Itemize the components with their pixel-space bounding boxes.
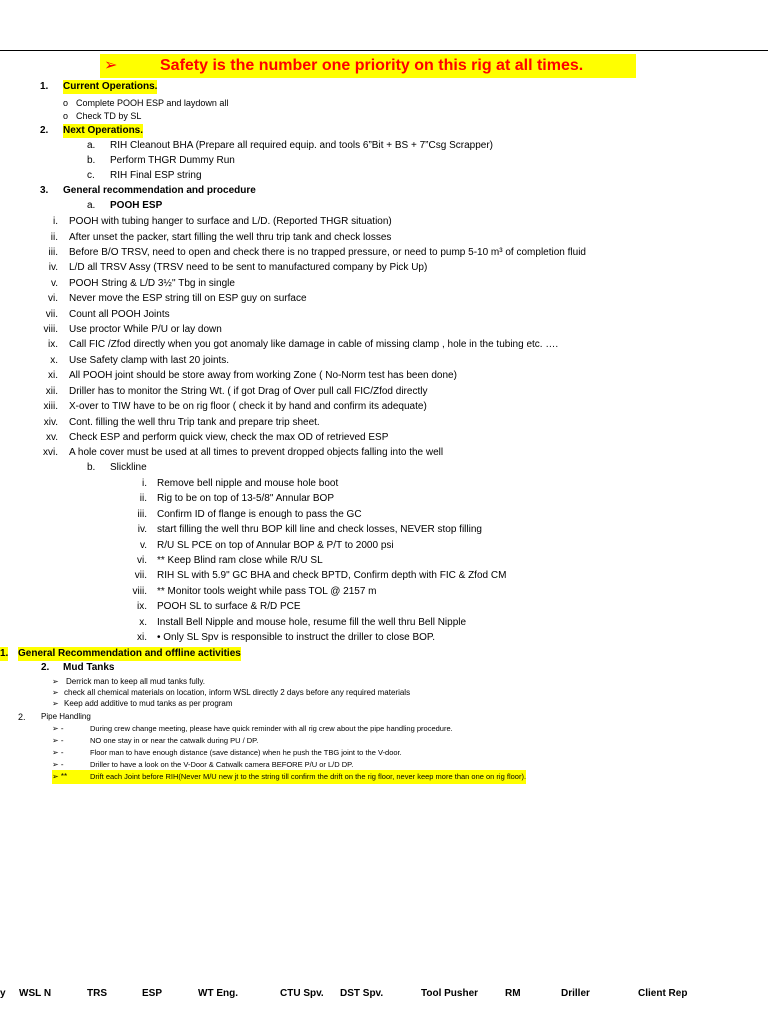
- list-item: Use Safety clamp with last 20 joints.: [69, 355, 230, 366]
- sub-section-title-slickline: Slickline: [110, 462, 147, 473]
- list-item: Confirm ID of flange is enough to pass the GC: [157, 509, 362, 520]
- list-number: ix.: [48, 339, 58, 350]
- section-number: 2.: [40, 125, 49, 136]
- signature-label: TRS: [87, 988, 107, 999]
- list-item: A hole cover must be used at all times to prevent dropped objects falling into the well: [69, 447, 444, 458]
- arrow-bullet-icon: ➢: [52, 699, 59, 708]
- list-item: Count all POOH Joints: [69, 309, 170, 320]
- sub-section-title-mud-tanks: Mud Tanks: [63, 662, 115, 673]
- list-item: Check TD by SL: [76, 111, 142, 121]
- arrow-bullet-icon: ➢: [52, 677, 59, 686]
- list-item: All POOH joint should be store away from working Zone ( No-Norm test has been done): [69, 370, 457, 381]
- list-number: viii.: [43, 324, 58, 335]
- sub-section-number: 2.: [18, 712, 26, 722]
- arrow-bullet-icon: ➢ **: [52, 770, 90, 784]
- signature-label: CTU Spv.: [280, 988, 324, 999]
- list-bullet: o: [63, 98, 69, 108]
- safety-banner: [100, 54, 636, 78]
- list-number: i.: [53, 216, 58, 227]
- list-number: xvi.: [43, 447, 58, 458]
- list-item: Complete POOH ESP and laydown all: [76, 98, 229, 108]
- list-number: xii.: [45, 386, 58, 397]
- list-number: x.: [50, 355, 58, 366]
- signature-label: DST Spv.: [340, 988, 384, 999]
- list-item: Floor man to have enough distance (save distance) when he push the TBG joint to the V-door.: [90, 748, 402, 757]
- list-number: ii.: [50, 232, 58, 243]
- list-number: ii.: [139, 493, 147, 504]
- arrow-bullet-icon: ➢ -: [52, 748, 64, 757]
- signature-label: Driller: [561, 988, 590, 999]
- list-item: RIH Cleanout BHA (Prepare all required equip. and tools 6”Bit + BS + 7”Csg Scrapper): [110, 140, 493, 151]
- signature-label: Tool Pusher: [421, 988, 479, 999]
- list-item: • Only SL Spv is responsible to instruct the driller to close BOP.: [157, 632, 436, 643]
- list-item: During crew change meeting, please have quick reminder with all rig crew about the pipe handling procedure.: [90, 724, 453, 733]
- list-number: xi.: [48, 370, 58, 381]
- list-item: start filling the well thru BOP kill line and check losses, NEVER stop filling: [157, 524, 482, 535]
- list-number: xiv.: [43, 417, 58, 428]
- list-item: RIH Final ESP string: [110, 170, 202, 181]
- list-item: check all chemical materials on location, inform WSL directly 2 days before any required materials: [64, 688, 411, 697]
- list-item-highlighted: Drift each Joint before RIH(Never M/U new jt to the string till confirm the drift on the rig floor, never keep more than one on rig floor).: [90, 770, 526, 784]
- sub-section-number: a.: [87, 200, 96, 211]
- list-number: vii.: [134, 570, 147, 581]
- list-item: ** Keep Blind ram close while R/U SL: [157, 555, 323, 566]
- list-item: X-over to TIW have to be on rig floor ( check it by hand and confirm its adequate): [69, 401, 427, 412]
- list-item: Use proctor While P/U or lay down: [69, 324, 222, 335]
- list-bullet: o: [63, 111, 69, 121]
- signature-label: WT Eng.: [198, 988, 238, 999]
- list-item: Perform THGR Dummy Run: [110, 155, 235, 166]
- section-number: 1.: [40, 81, 49, 92]
- top-rule: [0, 50, 768, 51]
- sub-section-number: b.: [87, 462, 96, 473]
- arrow-bullet-icon: ➢ -: [52, 736, 64, 745]
- list-number: v.: [139, 540, 147, 551]
- list-number: v.: [50, 278, 58, 289]
- list-number: iv.: [137, 524, 147, 535]
- list-number: viii.: [132, 586, 147, 597]
- signature-label: WSL N: [19, 988, 52, 999]
- list-number: a.: [87, 140, 96, 151]
- list-number: iii.: [48, 247, 58, 258]
- arrow-bullet-icon: ➢ -: [52, 724, 64, 733]
- section-title-general-recommendation: General recommendation and procedure: [63, 185, 256, 196]
- list-number: vi.: [137, 555, 147, 566]
- list-item: Never move the ESP string till on ESP guy on surface: [69, 293, 307, 304]
- sub-section-number: 2.: [41, 662, 50, 673]
- list-item: POOH with tubing hanger to surface and L/D. (Reported THGR situation): [69, 216, 392, 227]
- list-number: x.: [139, 617, 147, 628]
- list-number: xiii.: [43, 401, 58, 412]
- list-item: R/U SL PCE on top of Annular BOP & P/T to 2000 psi: [157, 540, 394, 551]
- arrow-bullet-icon: ➢ -: [52, 760, 64, 769]
- list-item: ** Monitor tools weight while pass TOL @ 2157 m: [157, 586, 377, 597]
- list-number: vi.: [48, 293, 58, 304]
- list-number: c.: [87, 170, 95, 181]
- signature-label: ESP: [142, 988, 163, 999]
- list-number: i.: [142, 478, 147, 489]
- list-item: Install Bell Nipple and mouse hole, resume fill the well thru Bell Nipple: [157, 617, 467, 628]
- list-item: Driller to have a look on the V-Door & Catwalk camera BEFORE P/U or L/D DP.: [90, 760, 354, 769]
- list-item: Call FIC /Zfod directly when you got anomaly like damage in cable of missing clamp , hole in the tubing etc. ….: [69, 339, 559, 350]
- list-item: POOH SL to surface & R/D PCE: [157, 601, 301, 612]
- list-item: Remove bell nipple and mouse hole boot: [157, 478, 339, 489]
- section-number: 3.: [40, 185, 49, 196]
- list-number: iv.: [48, 262, 58, 273]
- list-item: Before B/O TRSV, need to open and check there is no trapped pressure, or need to pump 5-10 m³ of completion fluid: [69, 247, 586, 258]
- list-number: ix.: [137, 601, 147, 612]
- list-item: NO one stay in or near the catwalk during PU / DP.: [90, 736, 259, 745]
- sub-section-title-pipe-handling: Pipe Handling: [41, 712, 91, 721]
- section-title-next-operations: Next Operations.: [63, 125, 144, 136]
- signature-label: RM: [505, 988, 521, 999]
- section-number: 1.: [0, 648, 9, 659]
- list-number: xv.: [45, 432, 58, 443]
- list-item: Driller has to monitor the String Wt. ( if got Drag of Over pull call FIC/Zfod directly: [69, 386, 428, 397]
- signature-label: y: [0, 988, 6, 999]
- arrow-bullet-icon: ➢: [104, 57, 118, 74]
- section-title-current-operations: Current Operations.: [63, 81, 158, 92]
- list-item: Keep add additive to mud tanks as per program: [64, 699, 233, 708]
- list-item: After unset the packer, start filling the well thru trip tank and check losses: [69, 232, 392, 243]
- list-item: L/D all TRSV Assy (TRSV need to be sent to manufactured company by Pick Up): [69, 262, 428, 273]
- list-item: Cont. filling the well thru Trip tank and prepare trip sheet.: [69, 417, 320, 428]
- list-item: POOH String & L/D 3½'' Tbg in single: [69, 278, 235, 289]
- signature-label: Client Rep: [638, 988, 688, 999]
- list-item: Check ESP and perform quick view, check the max OD of retrieved ESP: [69, 432, 389, 443]
- list-number: iii.: [137, 509, 147, 520]
- list-number: xi.: [137, 632, 147, 643]
- section-title-offline-activities: General Recommendation and offline activities: [18, 648, 241, 659]
- safety-banner-text: Safety is the number one priority on this rig at all times.: [160, 57, 584, 74]
- list-number: vii.: [45, 309, 58, 320]
- arrow-bullet-icon: ➢: [52, 688, 59, 697]
- list-item: Rig to be on top of 13-5/8" Annular BOP: [157, 493, 334, 504]
- list-item: Derrick man to keep all mud tanks fully.: [66, 677, 206, 686]
- list-number: b.: [87, 155, 96, 166]
- sub-section-title-pooh-esp: POOH ESP: [110, 200, 163, 211]
- list-item: RIH SL with 5.9" GC BHA and check BPTD, Confirm depth with FIC & Zfod CM: [157, 570, 507, 581]
